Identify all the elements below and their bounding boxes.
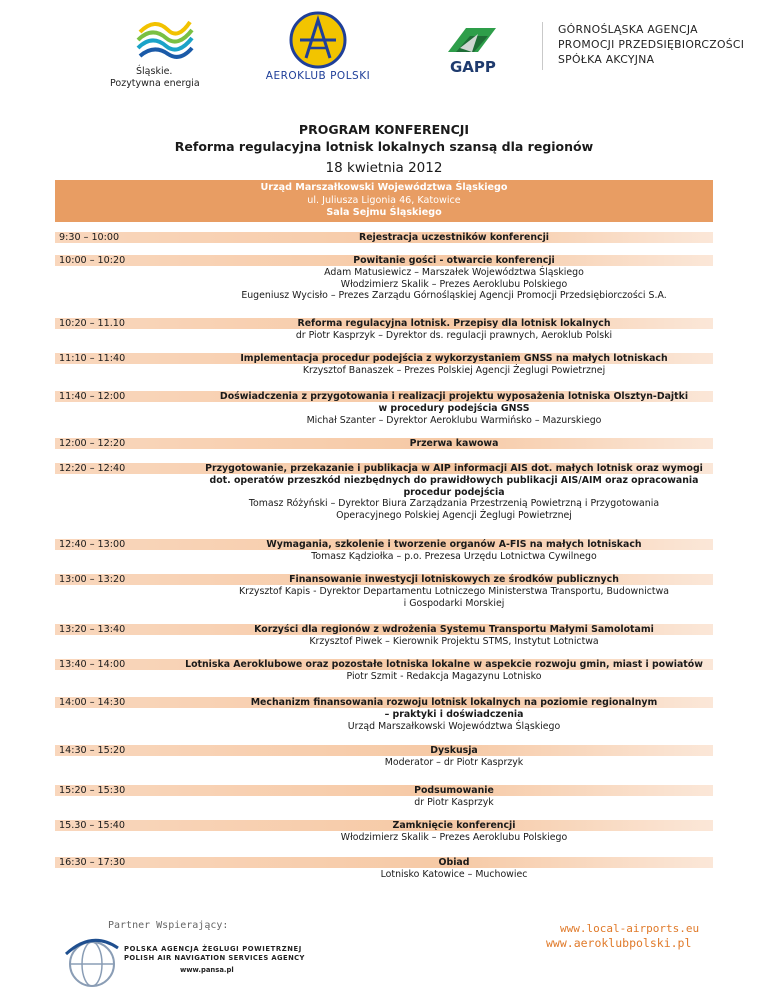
agenda-detail: i Gospodarki Morskiej — [403, 597, 505, 609]
agenda-title: Podsumowanie — [414, 785, 494, 796]
slaskie-slogan: Pozytywna energia — [110, 78, 200, 89]
aeroklub-text: AEROKLUB POLSKI — [265, 70, 371, 82]
agenda-detail: Lotnisko Katowice – Muchowiec — [380, 868, 528, 880]
agenda-detail: Tomasz Kądziołka – p.o. Prezesa Urzędu Lotnictwa Cywilnego — [311, 550, 597, 562]
agenda-title: – praktyki i doświadczenia — [384, 708, 524, 720]
agenda-title: Zamknięcie konferencji — [392, 820, 516, 831]
agenda-detail: Piotr Szmit - Redakcja Magazynu Lotnisko — [346, 670, 542, 682]
agenda-content — [195, 857, 713, 881]
agenda-content — [195, 353, 713, 377]
aeroklub-logo — [258, 10, 378, 88]
agenda-content — [195, 391, 713, 426]
agenda-content — [195, 539, 713, 563]
venue-address: ul. Juliusza Ligonia 46, Katowice — [307, 194, 461, 206]
agenda-detail: Urząd Marszałkowski Województwa Śląskiego — [347, 720, 561, 732]
agenda-time: 10:00 – 10:20 — [59, 255, 126, 266]
agenda-content — [195, 255, 713, 302]
agenda-time: 10:20 – 11.10 — [59, 318, 126, 329]
agenda-detail: Krzysztof Banaszek – Prezes Polskiej Agencji Żeglugi Powietrznej — [302, 364, 606, 376]
gapp-name-line: SPÓŁKA AKCYJNA — [558, 53, 655, 66]
agenda-content — [195, 232, 713, 244]
agenda-detail: dr Piotr Kasprzyk — [414, 796, 494, 808]
agenda-detail: Adam Matusiewicz – Marszałek Województwa Śląskiego — [324, 266, 584, 278]
conference-title: Reforma regulacyjna lotnisk lokalnych szansą dla regionów — [174, 139, 594, 154]
agenda-time: 12:40 – 13:00 — [59, 539, 126, 550]
agenda-time: 13:40 – 14:00 — [59, 659, 126, 670]
agenda-content — [195, 318, 713, 342]
agenda-time: 16:30 – 17:30 — [59, 857, 126, 868]
gapp-shape-icon — [442, 22, 506, 62]
gapp-logo — [442, 22, 512, 82]
agenda-title: Lotniska Aeroklubowe oraz pozostałe lotniska lokalne w aspekcie rozwoju gmin, miast i powiatów — [185, 659, 703, 670]
agenda-title: Implementacja procedur podejścia z wykorzystaniem GNSS na małych lotniskach — [240, 353, 668, 364]
slaskie-text: Śląskie. — [136, 66, 173, 77]
agenda-time: 14:30 – 15:20 — [59, 745, 126, 756]
agenda-detail: Tomasz Różyński – Dyrektor Biura Zarządzania Przestrzenią Powietrzną i Przygotowania — [248, 498, 660, 510]
conference-date: 18 kwietnia 2012 — [325, 160, 443, 176]
local-airports-link[interactable]: www.local-airports.eu — [560, 922, 700, 935]
agenda-content — [195, 574, 713, 609]
agenda-detail: dr Piotr Kasprzyk – Dyrektor ds. regulacji prawnych, Aeroklub Polski — [295, 329, 613, 341]
agenda-content — [195, 438, 713, 450]
aeroklub-emblem-icon — [288, 10, 348, 70]
gapp-name-line: PROMOCJI PRZEDSIĘBIORCZOŚCI — [558, 38, 745, 51]
agenda-time: 15.30 – 15:40 — [59, 820, 126, 831]
agenda-detail: Eugeniusz Wycisło – Prezes Zarządu Górnośląskiej Agencji Promocji Przedsiębiorczości S.A. — [241, 290, 667, 302]
agenda-title: Finansowanie inwestycji lotniskowych ze środków publicznych — [289, 574, 619, 585]
agenda-title: Wymagania, szkolenie i tworzenie organów A-FIS na małych lotniskach — [266, 539, 642, 550]
program-heading: PROGRAM KONFERENCJI — [298, 122, 470, 137]
pansa-logo — [62, 934, 122, 990]
aeroklub-link[interactable]: www.aeroklubpolski.pl — [546, 936, 692, 950]
agenda-title: Korzyści dla regionów z wdrożenia Systemu Transportu Małymi Samolotami — [254, 624, 654, 635]
gapp-name-line: GÓRNOŚLĄSKA AGENCJA — [558, 23, 698, 36]
agenda-detail: Włodzimierz Skalik – Prezes Aeroklubu Polskiego — [340, 831, 568, 843]
venue-room: Sala Sejmu Śląskiego — [326, 207, 442, 218]
agenda-detail: Krzysztof Piwek – Kierownik Projektu STMS, Instytut Lotnictwa — [309, 635, 599, 647]
agenda-content — [195, 624, 713, 648]
agenda-time: 13:00 – 13:20 — [59, 574, 126, 585]
agenda-detail: Operacyjnego Polskiej Agencji Żeglugi Powietrznej — [336, 510, 572, 522]
agenda-title: Reforma regulacyjna lotnisk. Przepisy dla lotnisk lokalnych — [297, 318, 611, 329]
venue-band — [55, 180, 713, 222]
pansa-name-en: POLISH AIR NAVIGATION SERVICES AGENCY — [124, 954, 305, 962]
agenda-title: Doświadczenia z przygotowania i realizacji projektu wyposażenia lotniska Olsztyn-Dajtki — [219, 391, 689, 402]
agenda-title: dot. operatów przeszkód niezbędnych do prawidłowych publikacji AIS/AIM oraz opracowania — [209, 474, 699, 486]
slaskie-logo — [108, 12, 218, 90]
agenda-time: 11:10 – 11:40 — [59, 353, 126, 364]
agenda-time: 14:00 – 14:30 — [59, 697, 126, 708]
agenda-detail: Włodzimierz Skalik – Prezes Aeroklubu Polskiego — [340, 278, 568, 290]
agenda-content — [195, 463, 713, 522]
agenda-title: Dyskusja — [430, 745, 478, 756]
agenda-detail: Michał Szanter – Dyrektor Aeroklubu Warmińsko – Mazurskiego — [306, 414, 602, 426]
agenda-title: procedur podejścia — [403, 486, 505, 498]
agenda-time: 9:30 – 10:00 — [59, 232, 120, 243]
pansa-globe-icon — [62, 934, 122, 990]
gapp-text: GAPP — [450, 58, 496, 76]
slaskie-wave-icon — [130, 12, 200, 64]
pansa-name-pl: POLSKA AGENCJA ŻEGLUGI POWIETRZNEJ — [124, 945, 302, 953]
agenda-content — [195, 820, 713, 844]
pansa-url[interactable]: www.pansa.pl — [180, 966, 234, 974]
header-divider — [542, 22, 543, 70]
agenda-time: 11:40 – 12:00 — [59, 391, 126, 402]
gapp-full-name — [558, 22, 744, 67]
agenda-content — [195, 785, 713, 809]
agenda-title: Mechanizm finansowania rozwoju lotnisk lokalnych na poziomie regionalnym — [250, 697, 658, 708]
agenda-time: 12:20 – 12:40 — [59, 463, 126, 474]
agenda-title: Przerwa kawowa — [409, 438, 499, 449]
agenda-title: w procedury podejścia GNSS — [378, 402, 530, 414]
venue-name: Urząd Marszałkowski Województwa Śląskiego — [260, 182, 508, 193]
agenda-detail: Krzysztof Kapis - Dyrektor Departamentu Lotniczego Ministerstwa Transportu, Budownictwa — [238, 585, 670, 597]
agenda-time: 13:20 – 13:40 — [59, 624, 126, 635]
agenda-title: Rejestracja uczestników konferencji — [358, 232, 550, 243]
agenda-title: Obiad — [438, 857, 470, 868]
agenda-content — [175, 659, 713, 683]
agenda-title: Powitanie gości - otwarcie konferencji — [353, 255, 555, 266]
agenda-content — [195, 697, 713, 732]
partner-label: Partner Wspierający: — [108, 920, 229, 931]
agenda-detail: Moderator – dr Piotr Kasprzyk — [384, 756, 524, 768]
agenda-title: Przygotowanie, przekazanie i publikacja w AIP informacji AIS dot. małych lotnisk oraz wymogi — [205, 463, 703, 474]
agenda-time: 12:00 – 12:20 — [59, 438, 126, 449]
agenda-time: 15:20 – 15:30 — [59, 785, 126, 796]
agenda-content — [195, 745, 713, 769]
